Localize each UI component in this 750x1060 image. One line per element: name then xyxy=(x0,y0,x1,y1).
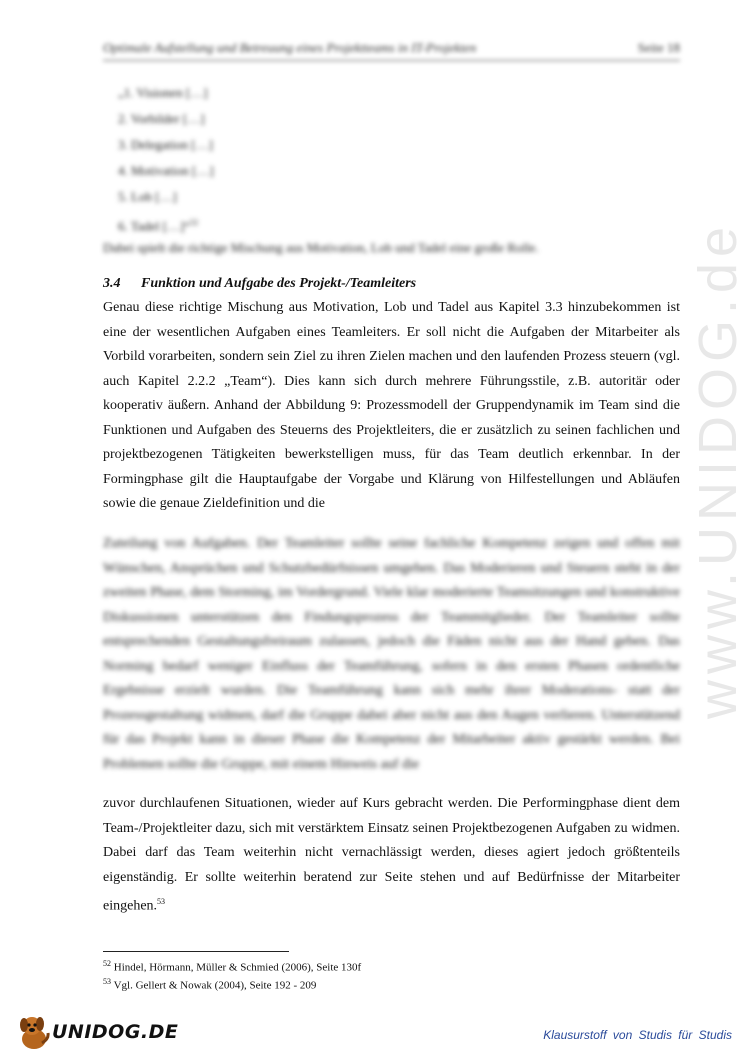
body-paragraph-visible-end xyxy=(103,792,680,919)
paragraph-text xyxy=(103,792,680,919)
paragraph-text: Genau diese richtige Mischung aus Motivation, Lob und Tadel aus Kapitel 3.3 hinzubekommen ist eine der wesentlichen Aufgaben eines Teamleiters. Er soll nicht die Aufgaben der Mitarbeiter als Vorbild vorarbeiten, sondern sein Ziel zu ihren Zielen machen und den laufenden Prozess steuern (vgl. auch Kapitel 2.2.2 „Team“). Dies kann sich durch mehrere Führungsstile, z.B. autoritär oder kooperativ äußern. Anhand der Abbildung 9: Prozessmodell der Gruppendynamik im Team sind die Funktionen und Aufgaben des Steuerns des Projektleiters, die er zusätzlich zu seinen fachlichen und projektbezogenen Tätigkeiten bewerkstelligen muss, für das Team deutlich erkennbar. In der Formingphase gilt die Hauptaufgabe der Vorgabe und Klärung von Hilfestellungen und Abläufen sowie die genaue Zieldefinition und die xyxy=(103,300,680,511)
unidog-logo[interactable] xyxy=(18,1013,178,1051)
footnote-ref: 53 xyxy=(157,897,166,906)
enumeration-summary: Dabei spielt die richtige Mischung aus Motivation, Lob und Tadel eine große Rolle. xyxy=(103,240,539,255)
footnote-text: Hindel, Hörmann, Müller & Schmied (2006), Seite 130f xyxy=(113,961,362,974)
body-paragraph-blurred xyxy=(103,532,680,777)
list-item: 3. Delegation […] xyxy=(118,137,213,152)
list-item-text: 6. Tadel […]“ xyxy=(118,218,191,234)
section-title: Funktion und Aufgabe des Projekt-/Teamleiters xyxy=(141,276,417,291)
list-item: 5. Lob […] xyxy=(118,189,177,204)
footnote-text: Vgl. Gellert & Nowak (2004), Seite 192 - 209 xyxy=(113,979,317,992)
footnote xyxy=(103,957,361,975)
footnotes xyxy=(103,957,361,992)
page-header xyxy=(103,40,680,61)
enumeration-list xyxy=(118,80,214,236)
footnote xyxy=(103,975,361,993)
body-paragraph-visible-start xyxy=(103,296,680,517)
dog-icon xyxy=(18,1013,50,1051)
logo-text: UNIDOG.DE xyxy=(52,1021,179,1043)
footnote-ref: 52 xyxy=(190,218,199,227)
paragraph-text: Zuteilung von Aufgaben. Der Teamleiter sollte seine fachliche Kompetenz zeigen und offen mit Wünschen, Ansprüchen und Schutzbedürfnissen umgehen. Das Moderieren und Steuern steht in der zweiten Phase, dem Storming, im Vordergrund. Viele klar moderierte Teamsitzungen und konstruktive Diskussionen unterstützen den Findungsprozess der Teammitglieder. Der Teamleiter sollte entsprechenden Gestaltungsfreiraum zulassen, jedoch die Fäden nicht aus der Hand geben. Das Norming bedarf weniger Einfluss der Teamführung, sofern in den ersten Phasen ordentliche Ergebnisse erzielt wurden. Die Teamführung kann sich mehr ihrer Moderations- statt der Prozessgestaltung widmen, darf die Gruppe dabei aber nicht aus den Augen verlieren. Unterstützend für das Projekt kann in dieser Phase die Kompetenz der Mitarbeiter aktiv gestärkt werden. Bei Problemen sollte die Gruppe, mit einem Hinweis auf die xyxy=(103,536,680,772)
section-heading xyxy=(103,274,680,294)
tagline: Klausurstoff von Studis für Studis xyxy=(543,1028,732,1042)
header-title: Optimale Aufstellung und Betreuung eines Projektteams in IT-Projekten xyxy=(103,40,477,55)
footnote-number: 52 xyxy=(103,959,111,968)
section-number: 3.4 xyxy=(103,276,121,291)
list-item: 2. Vorbilder […] xyxy=(118,111,205,126)
list-item xyxy=(118,210,214,236)
header-page-number: Seite 18 xyxy=(637,40,680,55)
paragraph-end-text: zuvor durchlaufenen Situationen, wieder auf Kurs gebracht werden. Die Performingphase dient dem Team-/Projektleiter dazu, sich mit verstärktem Einsatz seinen Projektbezogenen Aufgaben zu widmen. Dabei darf das Team weiterhin nicht vernachlässigt werden, dieses agiert jedoch größtenteils eigenständig. Er sollte weiterhin beratend zur Seite stehen und auf Bedürfnisse der Mitarbeiter eingehen. xyxy=(103,796,680,914)
list-item: 4. Motivation […] xyxy=(118,163,214,178)
list-item: „1. Visionen […] xyxy=(118,85,208,100)
footnote-divider xyxy=(103,951,289,952)
watermark: www.UNIDOG.de xyxy=(688,220,748,720)
footnote-number: 53 xyxy=(103,976,111,986)
